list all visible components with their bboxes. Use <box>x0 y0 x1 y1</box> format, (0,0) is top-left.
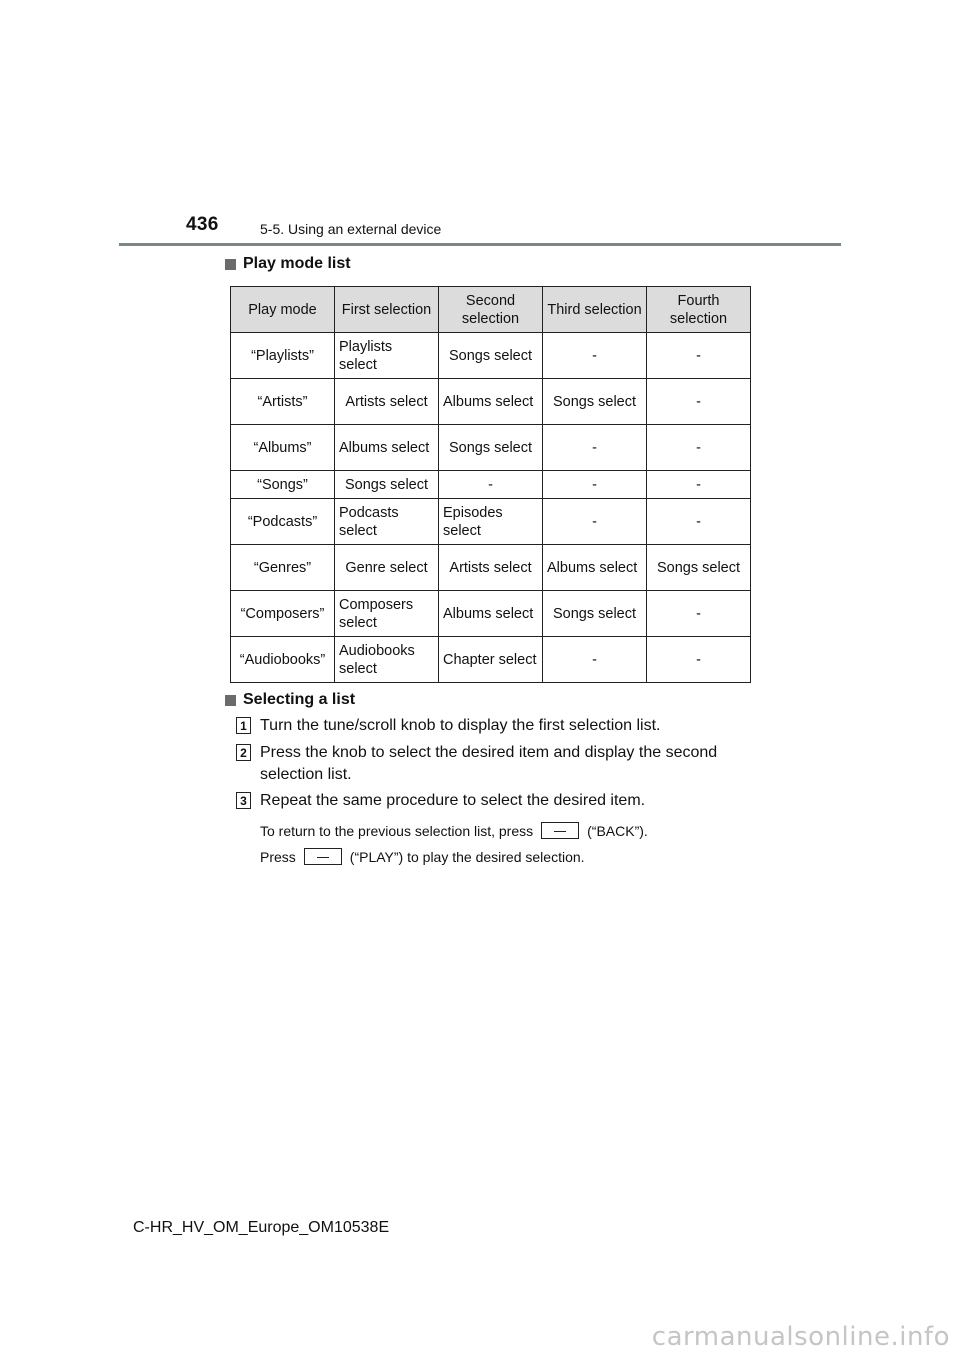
back-note-text: To return to the previous selection list, press <box>260 822 534 839</box>
back-note <box>260 822 648 839</box>
table-cell: - <box>543 499 647 545</box>
table-cell: “Composers” <box>231 591 335 637</box>
page-number: 436 <box>186 214 219 235</box>
table-cell: Songs select <box>543 591 647 637</box>
table-row <box>231 333 751 379</box>
table-cell: Episodes select <box>439 499 543 545</box>
table-cell: Albums select <box>543 545 647 591</box>
table-cell: - <box>439 471 543 499</box>
table-row <box>231 591 751 637</box>
watermark: carmanualsonline.info <box>651 1322 950 1352</box>
selecting-heading <box>225 691 355 709</box>
table-cell: “Songs” <box>231 471 335 499</box>
step-number-badge: 2 <box>236 744 251 761</box>
table-cell: Albums select <box>335 425 439 471</box>
table-cell: Songs select <box>439 333 543 379</box>
table-cell: “Audiobooks” <box>231 637 335 683</box>
table-cell: - <box>647 591 751 637</box>
table-row <box>231 379 751 425</box>
table-cell: - <box>543 425 647 471</box>
step-text: Repeat the same procedure to select the desired item. <box>260 792 646 809</box>
table-cell: “Albums” <box>231 425 335 471</box>
table-cell: - <box>647 379 751 425</box>
table-cell: “Podcasts” <box>231 499 335 545</box>
table-cell: Composers select <box>335 591 439 637</box>
table-row <box>231 545 751 591</box>
step-text: Turn the tune/scroll knob to display the first selection list. <box>260 717 661 734</box>
step-text: Press the knob to select the desired item and display the second selection list. <box>260 744 718 783</box>
play-note <box>260 848 585 865</box>
play-note-suffix: (“PLAY”) to play the desired selection. <box>349 848 585 865</box>
table-row <box>231 499 751 545</box>
table-cell: - <box>647 637 751 683</box>
column-header: Third selection <box>543 287 647 333</box>
table-cell: Artists select <box>335 379 439 425</box>
column-header: Play mode <box>231 287 335 333</box>
table-cell: “Genres” <box>231 545 335 591</box>
table-cell: Songs select <box>439 425 543 471</box>
table-cell: - <box>647 499 751 545</box>
column-header: Second selection <box>439 287 543 333</box>
step-number-badge: 1 <box>236 717 251 734</box>
footer-doc-id: C-HR_HV_OM_Europe_OM10538E <box>133 1219 390 1236</box>
back-button-icon <box>541 822 579 839</box>
table-cell: - <box>543 333 647 379</box>
table-cell: - <box>647 471 751 499</box>
table-cell: - <box>543 637 647 683</box>
column-header: Fourth selection <box>647 287 751 333</box>
table-cell: Artists select <box>439 545 543 591</box>
section-title: 5-5. Using an external device <box>260 221 442 237</box>
table-cell: Songs select <box>335 471 439 499</box>
table-cell: - <box>543 471 647 499</box>
play-mode-table <box>230 286 751 683</box>
table-cell: Playlists select <box>335 333 439 379</box>
table-cell: - <box>647 425 751 471</box>
table-cell: Albums select <box>439 591 543 637</box>
table-row <box>231 637 751 683</box>
table-cell: Songs select <box>543 379 647 425</box>
table-cell: Podcasts select <box>335 499 439 545</box>
table-cell: - <box>647 333 751 379</box>
table-cell: “Artists” <box>231 379 335 425</box>
table-cell: Songs select <box>647 545 751 591</box>
table-cell: Genre select <box>335 545 439 591</box>
table-cell: “Playlists” <box>231 333 335 379</box>
play-note-text: Press <box>260 848 296 865</box>
selecting-heading-text: Selecting a list <box>243 691 356 708</box>
table-cell: Audiobooks select <box>335 637 439 683</box>
table-cell: Albums select <box>439 379 543 425</box>
square-bullet-icon <box>225 259 236 270</box>
play-mode-heading <box>225 255 351 273</box>
table-row <box>231 425 751 471</box>
column-header: First selection <box>335 287 439 333</box>
back-note-suffix: (“BACK”). <box>587 822 648 839</box>
step-number-badge: 3 <box>236 792 251 809</box>
header-rule <box>119 243 841 246</box>
play-button-icon <box>304 848 342 865</box>
play-mode-heading-text: Play mode list <box>243 255 351 272</box>
table-header-row <box>231 287 751 333</box>
table-cell: Chapter select <box>439 637 543 683</box>
square-bullet-icon <box>225 695 236 706</box>
table-row <box>231 471 751 499</box>
